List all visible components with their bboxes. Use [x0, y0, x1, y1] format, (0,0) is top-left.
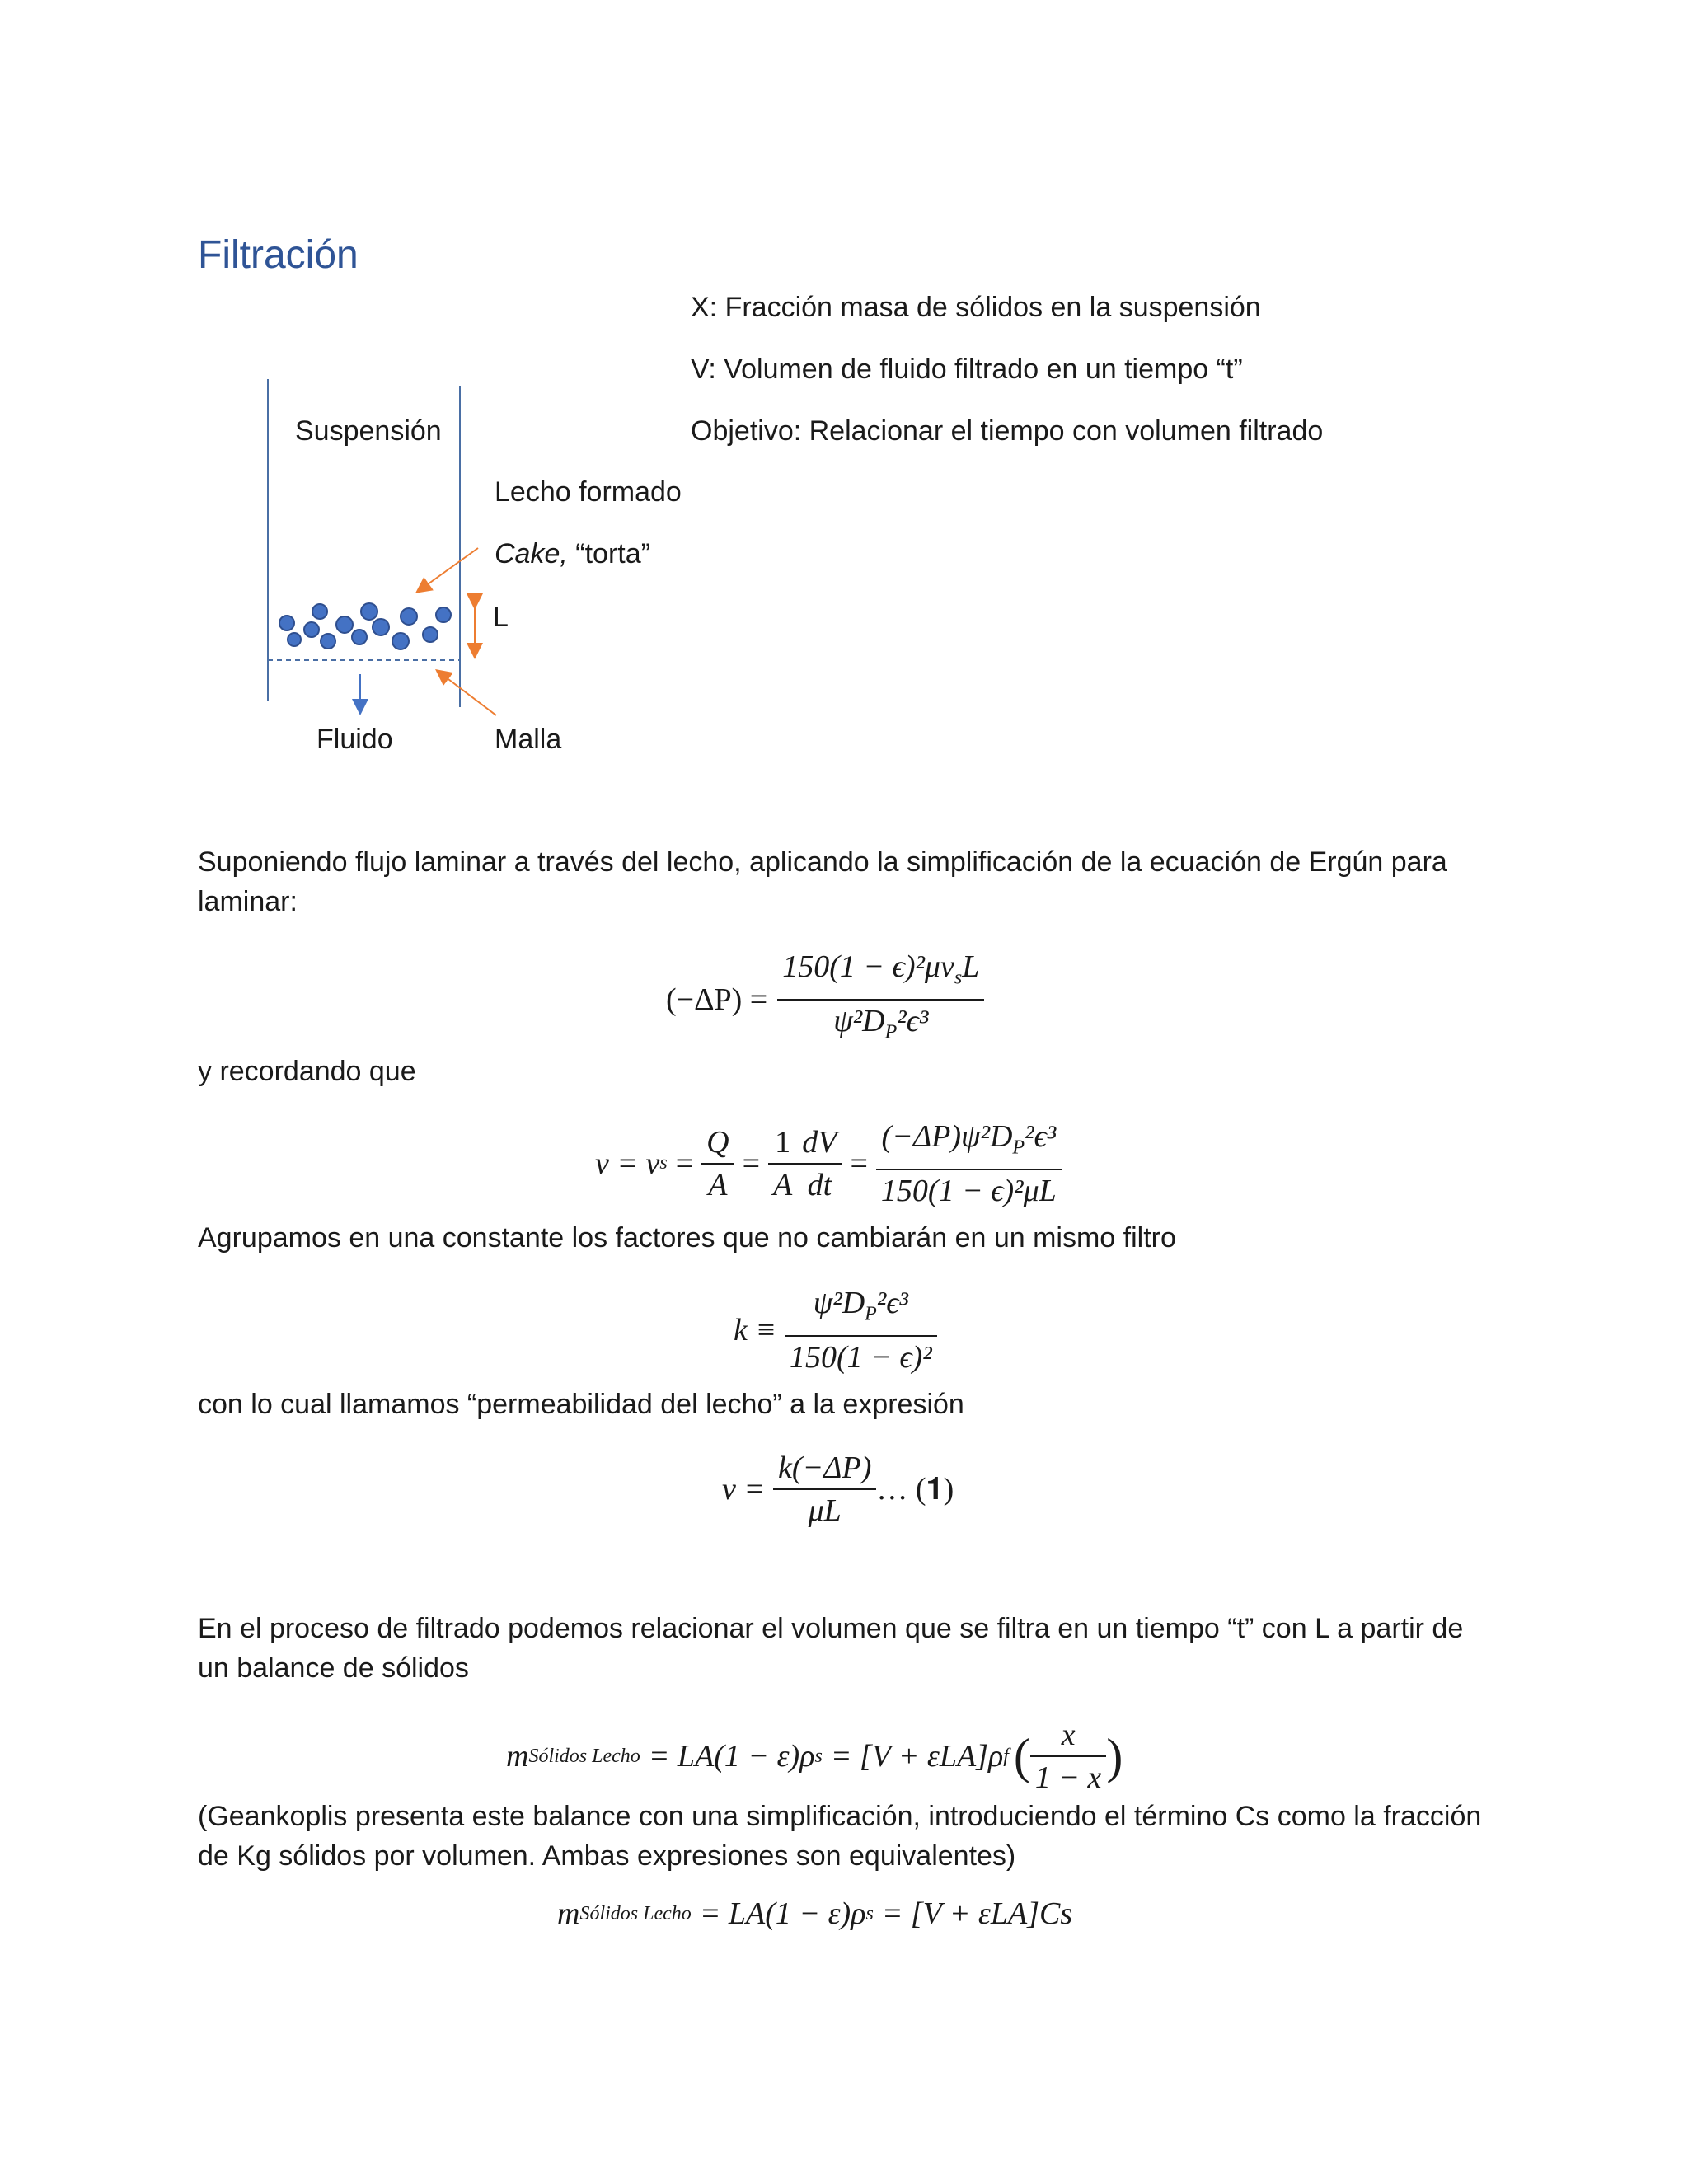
particle [392, 633, 409, 649]
eq2-f1-num: Q [701, 1122, 734, 1165]
particle [304, 622, 319, 637]
bed-label: Lecho formado [495, 476, 682, 508]
eq4-lhs: v = [722, 1472, 766, 1507]
eq6-mid: = LA(1 − ε)ρ [699, 1896, 866, 1931]
eq3-num-sub: P [865, 1303, 877, 1325]
eq5-frac-num: x [1030, 1714, 1107, 1757]
particle [321, 634, 335, 649]
eq2-f2-num: 1 [768, 1122, 797, 1165]
eq6-mid-sub: s [865, 1902, 874, 1924]
particle [401, 608, 417, 625]
eq3-num-a: ψ²D [813, 1286, 865, 1320]
eq4-den: μL [808, 1493, 842, 1528]
paragraph-permeability: con lo cual llamamos “permeabilidad del lecho” a la expresión [198, 1389, 964, 1420]
particle [336, 616, 353, 633]
eq6-sub: Sólidos Lecho [579, 1902, 692, 1924]
eq2-fraction-dv-dt [797, 1122, 842, 1206]
eq5-fraction [1030, 1714, 1107, 1798]
eq3-num-b: ²ϵ³ [876, 1286, 908, 1320]
eq3-den: 150(1 − ϵ)² [790, 1339, 932, 1375]
equation-solids-balance-cs [557, 1896, 1072, 1932]
eq1-fraction [777, 946, 984, 1052]
eq2-lhs: v = v [595, 1146, 660, 1181]
cake-label-italic: Cake, [495, 538, 568, 569]
paragraph-recall: y recordando que [198, 1056, 416, 1087]
eq5-rhs-sub: f [1003, 1745, 1009, 1767]
eq2-f4-num-sub: P [1012, 1137, 1025, 1159]
paragraph-geankoplis: (Geankoplis presenta este balance con una simplificación, introduciendo el término Cs como la fracción de Kg sólidos por volumen. Ambas expresiones son equivalentes) [198, 1801, 1482, 1872]
eq2-f4-num-a: (−ΔP)ψ²D [881, 1119, 1013, 1154]
mesh-label: Malla [495, 724, 562, 755]
eq6-rhs: = [V + εLA]Cs [881, 1896, 1073, 1931]
particle [423, 627, 438, 642]
eq5-mid-sub: s [814, 1745, 823, 1767]
cake-label [495, 540, 650, 568]
eq2-f2-den: A [773, 1167, 793, 1202]
fluid-label: Fluido [316, 724, 393, 755]
particle [373, 619, 389, 635]
eq2-fraction-q-a [701, 1122, 734, 1206]
eq2-fraction-permeability [876, 1116, 1062, 1212]
eq2-equals-1: = [675, 1146, 694, 1181]
eq2-f4-num-b: ²ϵ³ [1025, 1119, 1057, 1154]
particle [361, 603, 377, 620]
eq5-rhs: = [V + εLA]ρ [830, 1739, 1004, 1774]
length-label: L [493, 602, 509, 633]
equation-k [734, 1282, 937, 1378]
suspension-label: Suspensión [295, 415, 442, 447]
eq2-lhs-sub: s [659, 1152, 668, 1174]
particle [352, 630, 367, 644]
eq3-fraction [785, 1282, 937, 1378]
eq2-equals-3: = [850, 1146, 868, 1181]
eq5-frac-den: 1 − x [1034, 1760, 1102, 1795]
equation-velocity [595, 1116, 1062, 1212]
eq4-fraction [773, 1447, 876, 1531]
definition-x: X: Fracción masa de sólidos en la suspensión [691, 292, 1261, 323]
definition-v: V: Volumen de fluido filtrado en un tiempo “t” [691, 354, 1243, 385]
eq6-m: m [557, 1896, 580, 1931]
eq5-sub: Sólidos Lecho [528, 1745, 640, 1767]
eq4-tag: … (𝟏) [876, 1472, 954, 1507]
eq2-equals-2: = [742, 1146, 761, 1181]
eq1-num-end: L [962, 949, 980, 984]
definition-objective: Objetivo: Relacionar el tiempo con volumen filtrado [691, 415, 1324, 447]
eq5-mid: = LA(1 − ε)ρ [648, 1739, 815, 1774]
eq1-lhs: (−ΔP) = [666, 982, 768, 1017]
particle [288, 633, 301, 646]
eq1-den-end: ²ϵ³ [897, 1003, 929, 1038]
equation-solids-balance: m Sólidos Lecho = LA(1 − ε)ρ s = [V + εLA]ρ f ( $\frac{x}{1 - x}$ ) [506, 1714, 1123, 1798]
eq5-m: m [506, 1739, 529, 1774]
eq1-den-sub: P [884, 1021, 898, 1043]
paragraph-balance: En el proceso de filtrado podemos relacionar el volumen que se filtra en un tiempo “t” con L a partir de un balance de sólidos [198, 1613, 1464, 1684]
cake-pointer-arrow [422, 548, 478, 588]
eq1-numerator: 150(1 − ϵ)²μv [782, 949, 954, 984]
page-title: Filtración [198, 233, 359, 277]
eq2-fraction-1-a [768, 1122, 797, 1206]
equation-ergun [666, 946, 984, 1052]
particle [312, 604, 327, 619]
particle [279, 616, 294, 630]
eq1-denominator: ψ²D [833, 1003, 885, 1038]
eq1-num-sub: s [954, 967, 963, 989]
eq2-f1-den: A [708, 1167, 728, 1202]
mesh-pointer-arrow [442, 674, 496, 715]
paragraph-constant: Agrupamos en una constante los factores que no cambiarán en un mismo filtro [198, 1222, 1176, 1254]
eq3-lhs: k ≡ [734, 1312, 777, 1347]
eq2-f3-den: dt [807, 1167, 832, 1202]
eq4-num: k(−ΔP) [773, 1447, 876, 1490]
particle [436, 607, 451, 622]
cake-label-rest: “torta” [567, 538, 650, 569]
equation-1 [722, 1447, 954, 1531]
paragraph-ergun: Suponiendo flujo laminar a través del lecho, aplicando la simplificación de la ecuación de Ergún para laminar: [198, 846, 1447, 917]
cake-particles [279, 603, 451, 649]
eq2-f3-num: dV [797, 1122, 842, 1165]
eq2-f4-den: 150(1 − ϵ)²μL [880, 1173, 1057, 1208]
